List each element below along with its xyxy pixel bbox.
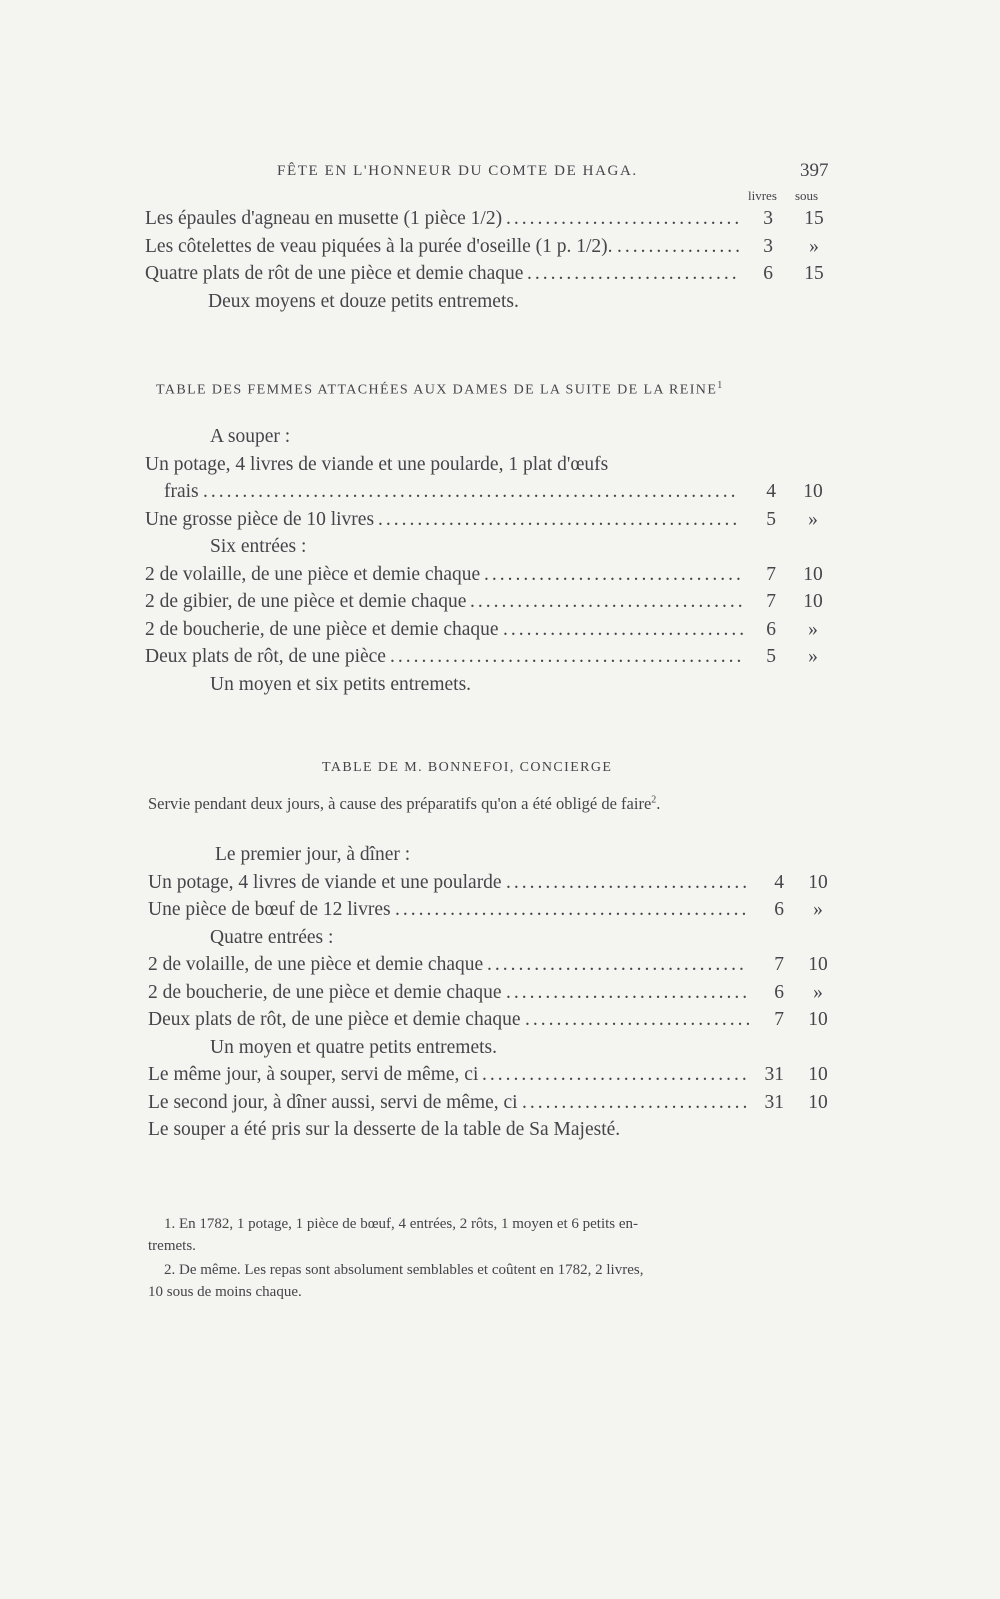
- menu-item-label: Un moyen et quatre petits entremets.: [210, 1036, 497, 1058]
- price-sous: »: [808, 508, 818, 530]
- dot-leader: ...............................: [503, 618, 748, 640]
- menu-row: [0, 899, 1000, 927]
- menu-row: [0, 646, 1000, 674]
- menu-row: [0, 291, 1000, 319]
- price-livres: 5: [766, 508, 776, 530]
- menu-item-label: Un potage, 4 livres de viande et une poularde, 1 plat d'œufs: [145, 453, 609, 475]
- menu-item-label: 2 de gibier, de une pièce et demie chaque: [145, 591, 467, 612]
- section-heading-table-bonnefoi: TABLE DE M. BONNEFOI, CONCIERGE: [322, 760, 613, 775]
- menu-row: [0, 263, 1000, 291]
- menu-row: [0, 536, 1000, 564]
- menu-row: [0, 982, 1000, 1010]
- menu-item-label: Quatre entrées :: [210, 926, 334, 948]
- menu-item-label: 2 de boucherie, de une pièce et demie chaque: [148, 981, 502, 1003]
- menu-row: [0, 426, 1000, 454]
- menu-item-label: Un potage, 4 livres de viande et une poularde: [148, 871, 502, 893]
- price-sous: 10: [808, 1009, 828, 1030]
- price-sous: »: [808, 646, 818, 667]
- dot-leader: ................: [617, 235, 743, 257]
- price-livres: 31: [764, 1091, 784, 1113]
- dot-leader: ..............................: [506, 208, 743, 229]
- dot-leader: ...............................: [506, 871, 751, 893]
- price-livres: 4: [766, 481, 776, 502]
- menu-item-label: Les épaules d'agneau en musette (1 pièce 1/2): [145, 208, 503, 229]
- price-sous: 10: [808, 871, 828, 893]
- menu-row: [0, 872, 1000, 900]
- price-sous: 10: [808, 1064, 828, 1085]
- menu-row: [0, 481, 1000, 509]
- price-livres: 3: [763, 208, 773, 229]
- menu-row: [0, 1092, 1000, 1120]
- menu-row: [0, 1064, 1000, 1092]
- price-livres: 5: [766, 646, 776, 667]
- menu-row: [0, 844, 1000, 872]
- price-livres: 6: [774, 981, 784, 1003]
- price-livres: 7: [774, 954, 784, 975]
- menu-row: [0, 591, 1000, 619]
- dot-leader: .................................: [487, 954, 747, 975]
- menu-item-label: Le souper a été pris sur la desserte de la table de Sa Majesté.: [148, 1119, 621, 1140]
- price-livres: 31: [764, 1064, 784, 1085]
- menu-row: [0, 236, 1000, 264]
- dot-leader: ...................................: [470, 591, 746, 612]
- menu-item-label: 2 de boucherie, de une pièce et demie chaque: [145, 618, 499, 640]
- menu-row: [0, 619, 1000, 647]
- menu-row: [0, 208, 1000, 236]
- price-sous: »: [808, 618, 818, 640]
- price-sous: 15: [804, 208, 824, 229]
- price-livres: 7: [774, 1009, 784, 1030]
- dot-leader: .............................: [525, 1009, 754, 1030]
- menu-row: [0, 509, 1000, 537]
- menu-item-label: 2 de volaille, de une pièce et demie chaque: [145, 563, 481, 585]
- menu-item-label: Deux plats de rôt, de une pièce: [145, 646, 386, 667]
- price-sous: 10: [808, 1091, 828, 1113]
- footnote-ref: 2: [651, 794, 657, 806]
- menu-item-label: Une grosse pièce de 10 livres: [145, 508, 375, 530]
- footnote-ref: 1: [717, 380, 724, 391]
- dot-leader: .............................................: [395, 899, 750, 920]
- menu-item-label: Deux plats de rôt, de une pièce et demie chaque: [148, 1009, 521, 1030]
- menu-row: [0, 1037, 1000, 1065]
- dot-leader: ...............................: [506, 981, 751, 1003]
- running-title: FÊTE EN L'HONNEUR DU COMTE DE HAGA.: [277, 163, 638, 179]
- dot-leader: ..................................: [482, 1064, 750, 1085]
- price-sous: 15: [804, 263, 824, 284]
- menu-item-label: Deux moyens et douze petits entremets.: [208, 290, 519, 312]
- price-livres: 7: [766, 591, 776, 612]
- menu-row: [0, 1009, 1000, 1037]
- price-sous: 10: [808, 954, 828, 975]
- column-header-livres: livres: [748, 188, 777, 203]
- price-livres: 4: [774, 871, 784, 893]
- menu-item-label: Six entrées :: [210, 536, 307, 557]
- menu-item-label: frais: [164, 481, 199, 502]
- footnote-2-line-2: 10 sous de moins chaque.: [148, 1284, 302, 1300]
- menu-item-label: A souper :: [210, 426, 291, 447]
- menu-row: [0, 954, 1000, 982]
- price-sous: 10: [803, 591, 823, 612]
- footnote-1-line-2: tremets.: [148, 1238, 196, 1254]
- menu-row: [0, 564, 1000, 592]
- menu-row: [0, 927, 1000, 955]
- menu-item-label: 2 de volaille, de une pièce et demie chaque: [148, 954, 484, 975]
- footnote-1-line-1: 1. En 1782, 1 potage, 1 pièce de bœuf, 4 entrées, 2 rôts, 1 moyen et 6 petits en-: [164, 1216, 639, 1232]
- price-livres: 6: [763, 263, 773, 284]
- dot-leader: .............................: [522, 1091, 751, 1113]
- dot-leader: ..............................................: [378, 508, 741, 530]
- menu-item-label: Le même jour, à souper, servi de même, ci: [148, 1064, 479, 1085]
- dot-leader: ...........................: [527, 263, 740, 284]
- column-header-sous: sous: [795, 188, 819, 203]
- section-subtitle-bonnefoi: Servie pendant deux jours, à cause des préparatifs qu'on a été obligé de faire$^2$.: [148, 794, 661, 813]
- price-sous: 10: [803, 563, 823, 585]
- menu-item-label: Quatre plats de rôt de une pièce et demie chaque: [145, 263, 524, 284]
- page-number: 397: [800, 160, 829, 181]
- menu-row: [0, 674, 1000, 702]
- menu-row: [0, 454, 1000, 482]
- dot-leader: .............................................: [390, 646, 745, 667]
- menu-item-label: Un moyen et six petits entremets.: [210, 673, 472, 695]
- price-livres: 6: [766, 618, 776, 640]
- price-sous: 10: [803, 481, 823, 502]
- menu-row: [0, 1119, 1000, 1147]
- price-sous: »: [809, 235, 819, 257]
- menu-item-label: Une pièce de bœuf de 12 livres: [148, 899, 391, 920]
- price-sous: »: [813, 899, 823, 920]
- price-livres: 7: [766, 563, 776, 585]
- price-livres: 3: [763, 235, 773, 257]
- section-heading-table-des-femmes: TABLE DES FEMMES ATTACHÉES AUX DAMES DE LA SUITE DE LA REINE$^1$: [156, 380, 724, 398]
- menu-item-label: Les côtelettes de veau piquées à la purée d'oseille (1 p. 1/2).: [145, 235, 613, 257]
- dot-leader: .................................: [484, 563, 744, 585]
- footnote-2-line-1: 2. De même. Les repas sont absolument semblables et coûtent en 1782, 2 livres,: [164, 1262, 644, 1278]
- dot-leader: ....................................................................: [203, 481, 739, 502]
- price-sous: »: [813, 981, 823, 1003]
- menu-item-label: Le second jour, à dîner aussi, servi de même, ci: [148, 1091, 518, 1113]
- menu-item-label: Le premier jour, à dîner :: [215, 844, 411, 865]
- price-livres: 6: [774, 899, 784, 920]
